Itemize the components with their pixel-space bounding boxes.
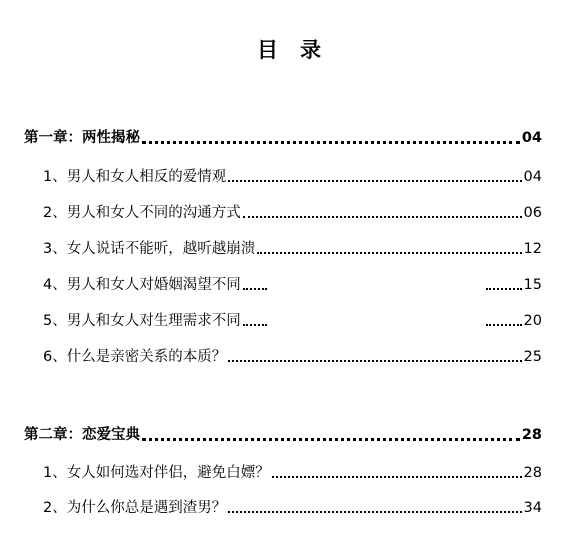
- toc-item[interactable]: [43, 274, 542, 296]
- toc-item-label: 1、男人和女人相反的爱情观: [43, 169, 227, 185]
- dot-leader: [257, 252, 521, 254]
- toc-item[interactable]: [43, 202, 542, 224]
- toc-item[interactable]: [43, 462, 542, 484]
- dot-leader: [228, 511, 521, 513]
- dot-leader: [486, 288, 522, 290]
- toc-item-label: 1、女人如何选对伴侣，避免白嫖？: [43, 465, 270, 481]
- dot-leader: [243, 216, 522, 218]
- dot-leader: [228, 360, 521, 362]
- toc-chapter-label: 第一章：两性揭秘: [24, 130, 140, 146]
- toc-item[interactable]: [43, 310, 542, 332]
- toc-item-label: 3、女人说话不能听，越听越崩溃: [43, 241, 256, 257]
- toc-page-number: 25: [523, 349, 542, 365]
- toc-item[interactable]: [43, 238, 542, 260]
- toc-page-number: 12: [523, 241, 542, 257]
- dot-leader: [272, 476, 522, 478]
- toc-item-label: 5、男人和女人对生理需求不同: [43, 313, 241, 329]
- page-title: [0, 34, 578, 64]
- dot-leader: [243, 324, 267, 326]
- dot-leader: [486, 324, 522, 326]
- toc-chapter-2[interactable]: [24, 424, 542, 446]
- toc-page-number: 20: [523, 313, 542, 329]
- toc-page-number: 15: [523, 277, 542, 293]
- title-char-1: 目: [257, 38, 278, 62]
- toc-item[interactable]: [43, 346, 542, 368]
- toc-item[interactable]: [43, 166, 542, 188]
- toc-page-number: 28: [523, 465, 542, 481]
- dot-leader: [243, 288, 267, 290]
- toc-item-label: 2、男人和女人不同的沟通方式: [43, 205, 241, 221]
- toc-page-number: 34: [523, 500, 542, 516]
- dot-leader: [142, 141, 520, 144]
- toc-page-number: 06: [523, 205, 542, 221]
- toc-chapter-label: 第二章：恋爱宝典: [24, 427, 140, 443]
- toc-page-number: 04: [523, 169, 542, 185]
- toc-item-label: 4、男人和女人对婚姻渴望不同: [43, 277, 241, 293]
- dot-leader: [228, 180, 521, 182]
- toc-page-number: 04: [521, 130, 542, 146]
- toc-item-label: 6、什么是亲密关系的本质？: [43, 349, 227, 365]
- toc-page-number: 28: [521, 427, 542, 443]
- dot-leader: [142, 438, 520, 441]
- toc-chapter-1[interactable]: [24, 127, 542, 149]
- title-char-2: 录: [300, 38, 321, 62]
- toc-item-label: 2、为什么你总是遇到渣男？: [43, 500, 227, 516]
- toc-item[interactable]: [43, 497, 542, 519]
